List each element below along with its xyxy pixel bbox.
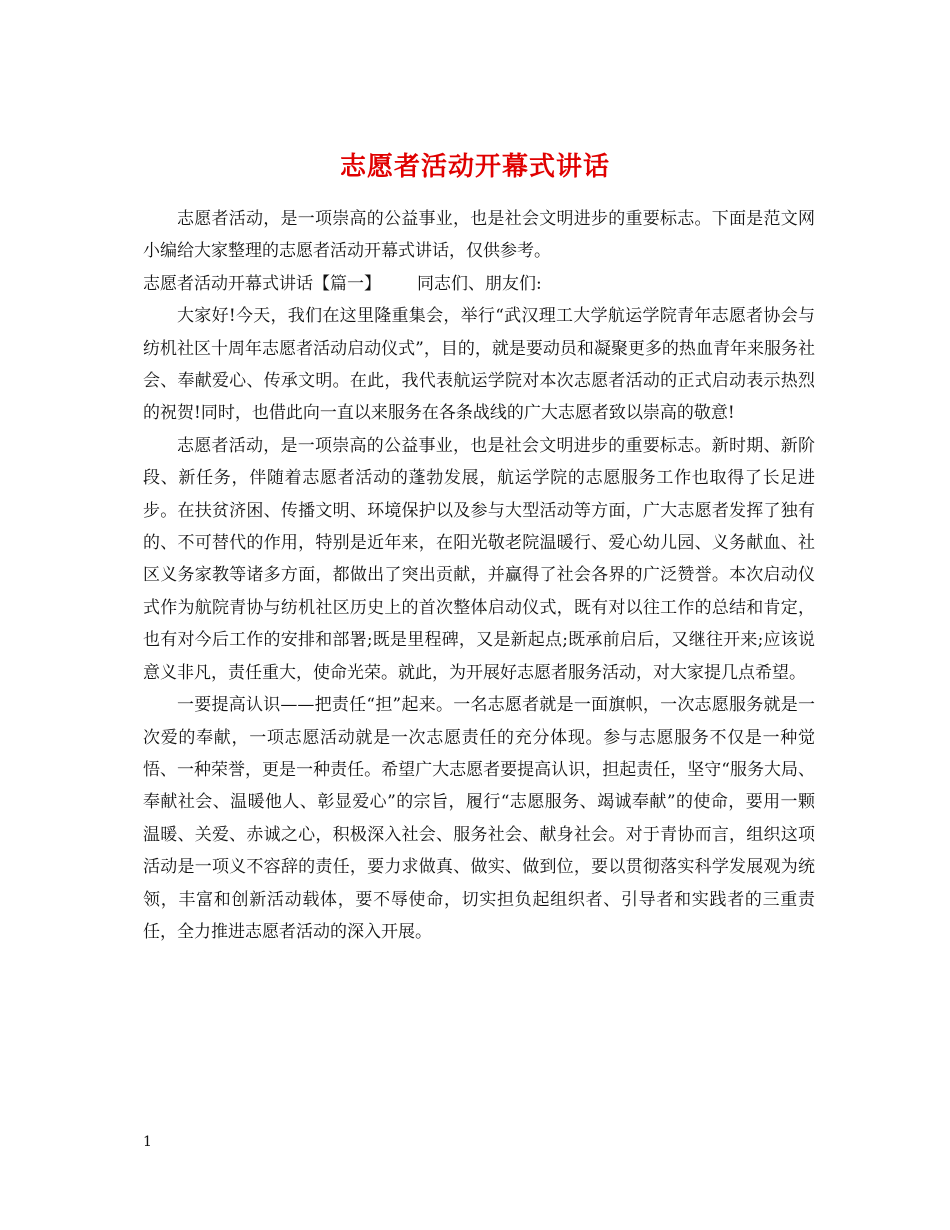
salutation: 同志们、朋友们: <box>417 273 542 294</box>
body-paragraph-2: 志愿者活动，是一项崇高的公益事业，也是社会文明进步的重要标志。新时期、新阶段、新任务，伴随着志愿者活动的蓬勃发展，航运学院的志愿服务工作也取得了长足进步。在扶贫济困、传播文明、环境保护以及参与大型活动等方面，广大志愿者发挥了独有的、不可替代的作用，特别是近年来，在阳光敬老院温暖行、爱心幼儿园、义务献血、社区义务家教等诸多方面，都做出了突出贡献，并赢得了社会各界的广泛赞誉。本次启动仪式作为航院青协与纺机社区历史上的首次整体启动仪式，既有对以往工作的总结和肯定，也有对今后工作的安排和部署;既是里程碑，又是新起点;既承前启后，又继往开来;应该说意义非凡，责任重大，使命光荣。就此，为开展好志愿者服务活动，对大家提几点希望。 <box>143 435 815 683</box>
page-number: 1 <box>143 1134 152 1150</box>
section-heading-line <box>143 268 815 300</box>
body-paragraph-3: 一要提高认识——把责任“担”起来。一名志愿者就是一面旗帜，一次志愿服务就是一次爱的奉献，一项志愿活动就是一次志愿责任的充分体现。参与志愿服务不仅是一种觉悟、一种荣誉，更是一种责任。希望广大志愿者要提高认识，担起责任，坚守“服务大局、奉献社会、温暖他人、彰显爱心”的宗旨，履行“志愿服务、竭诚奉献”的使命，要用一颗温暖、关爱、赤诚之心，积极深入社会、服务社会、献身社会。对于青协而言，组织这项活动是一项义不容辞的责任，要力求做真、做实、做到位，要以贯彻落实科学发展观为统领，丰富和创新活动载体，要不辱使命，切实担负起组织者、引导者和实践者的三重责任，全力推进志愿者活动的深入开展。 <box>143 695 815 942</box>
document-body <box>143 203 815 948</box>
intro-paragraph: 志愿者活动，是一项崇高的公益事业，也是社会文明进步的重要标志。下面是范文网小编给大家整理的志愿者活动开幕式讲话，仅供参考。 <box>143 209 815 262</box>
section-heading: 志愿者活动开幕式讲话【篇一】 <box>143 273 381 294</box>
document-title: 志愿者活动开幕式讲话 <box>339 152 610 183</box>
body-paragraph-1: 大家好!今天，我们在这里隆重集会，举行“武汉理工大学航运学院青年志愿者协会与纺机社区十周年志愿者活动启动仪式”，目的，就是要动员和凝聚更多的热血青年来服务社会、奉献爱心、传承文明。在此，我代表航运学院对本次志愿者活动的正式启动表示热烈的祝贺!同时，也借此向一直以来服务在各条战线的广大志愿者致以崇高的敬意! <box>143 306 815 424</box>
